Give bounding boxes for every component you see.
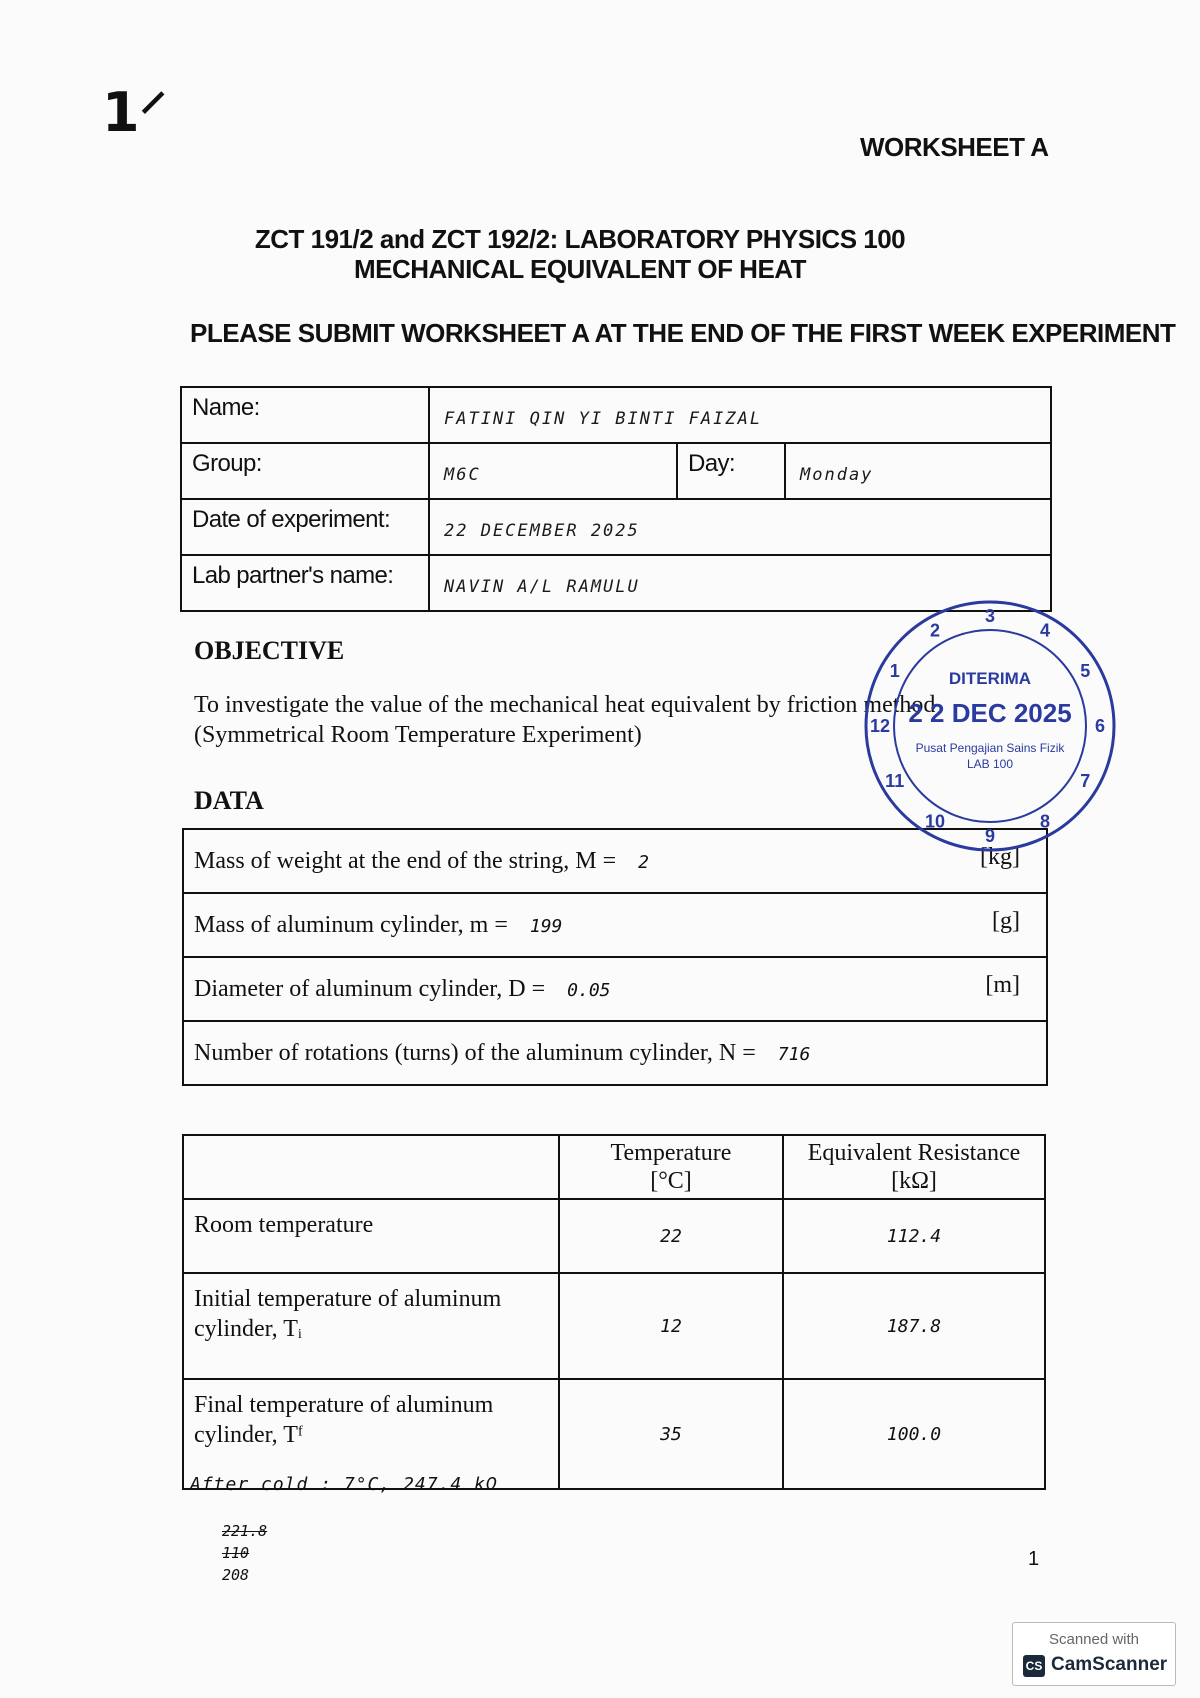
row-label — [183, 1273, 559, 1379]
camscanner-brand: CamScanner — [1051, 1654, 1168, 1675]
objective-line-1: To investigate the value of the mechanical heat equivalent by friction method — [194, 692, 936, 718]
group-value: M6C — [429, 443, 677, 499]
date-row — [181, 499, 1051, 555]
measurement-unit: [g] — [992, 908, 1020, 934]
row-label-line: cylinder, Tᵢ — [194, 1316, 302, 1342]
stamp-month-number: 8 — [1039, 811, 1051, 832]
temperature-value: 12 — [559, 1273, 783, 1379]
measurement-label: Mass of weight at the end of the string, M = — [194, 847, 617, 874]
stamp-month-number: 11 — [885, 771, 905, 791]
header-empty-cell — [183, 1135, 559, 1199]
stamp-month-number: 4 — [1039, 620, 1051, 641]
measurement-row — [183, 893, 1047, 957]
name-row — [181, 387, 1051, 443]
experiment-title: MECHANICAL EQUIVALENT OF HEAT — [353, 254, 807, 284]
stamp-month-number: 12 — [869, 716, 891, 736]
submission-note: PLEASE SUBMIT WORKSHEET A AT THE END OF THE FIRST WEEK EXPERIMENT — [190, 318, 1176, 348]
row-label-line: Final temperature of aluminum — [194, 1392, 494, 1418]
stamp-lab: LAB 100 — [966, 757, 1014, 771]
day-label: Day: — [677, 443, 785, 499]
camscanner-caption: Scanned with — [1048, 1631, 1140, 1648]
temperature-value: 35 — [559, 1379, 783, 1489]
stamp-month-number: 10 — [924, 811, 946, 832]
corner-handwritten-mark: 1⸍ — [102, 81, 167, 144]
measurement-unit: [m] — [985, 972, 1020, 998]
measurement-row — [183, 1021, 1047, 1085]
measurement-label: Diameter of aluminum cylinder, D = — [194, 975, 546, 1002]
header-resistance — [783, 1135, 1045, 1199]
partner-value: NAVIN A/L RAMULU — [429, 555, 1051, 611]
student-info-table — [180, 386, 1052, 612]
camscanner-logo-icon: CS — [1023, 1655, 1045, 1677]
table-row — [183, 1273, 1045, 1379]
scribble-note: 208 — [222, 1566, 250, 1584]
header-resistance-unit: [kΩ] — [891, 1168, 937, 1194]
temperature-table — [182, 1134, 1046, 1490]
row-label — [183, 1199, 559, 1273]
date-label: Date of experiment: — [181, 499, 429, 555]
resistance-value: 100.0 — [783, 1379, 1045, 1489]
stamp-month-number: 7 — [1080, 771, 1091, 791]
group-row — [181, 443, 1051, 499]
objective-text — [194, 690, 935, 750]
page-number: 1 — [1028, 1548, 1040, 1570]
stamp-month-number: 1 — [889, 661, 900, 681]
resistance-value: 187.8 — [783, 1273, 1045, 1379]
measurement-value: 2 — [638, 851, 649, 873]
header-resistance-title: Equivalent Resistance — [807, 1140, 1021, 1166]
day-value: Monday — [785, 443, 1051, 499]
stamp-date: 2 2 DEC 2025 — [908, 698, 1072, 728]
stamp-month-number: 6 — [1094, 716, 1106, 736]
measurements-table — [182, 828, 1048, 1086]
measurement-row — [183, 957, 1047, 1021]
header-temperature-title: Temperature — [610, 1140, 732, 1166]
stamp-month-number: 5 — [1080, 661, 1091, 681]
stamp-institution: Pusat Pengajian Sains Fizik — [915, 741, 1065, 755]
row-label-line: cylinder, Tᶠ — [194, 1422, 303, 1448]
table-row — [183, 1379, 1045, 1489]
received-stamp — [860, 596, 1120, 856]
temperature-table-header — [183, 1135, 1045, 1199]
date-value: 22 DECEMBER 2025 — [429, 499, 1051, 555]
camscanner-watermark — [1012, 1622, 1176, 1686]
temperature-value: 22 — [559, 1199, 783, 1273]
after-cold-note: After cold : 7°C, 247.4 kΩ — [190, 1474, 498, 1495]
objective-heading: OBJECTIVE — [194, 636, 345, 665]
name-value: FATINI QIN YI BINTI FAIZAL — [429, 387, 1051, 443]
stamp-month-number: 2 — [929, 620, 941, 641]
header-temperature — [559, 1135, 783, 1199]
data-heading: DATA — [194, 786, 264, 815]
measurement-value: 199 — [529, 915, 563, 937]
scribble-note: 110 — [222, 1544, 250, 1562]
partner-label: Lab partner's name: — [181, 555, 429, 611]
worksheet-label: WORKSHEET A — [860, 132, 1049, 162]
measurement-unit: [kg] — [980, 844, 1020, 870]
measurement-label: Number of rotations (turns) of the aluminum cylinder, N = — [194, 1039, 756, 1066]
row-label-line: Room temperature — [194, 1212, 374, 1238]
name-label: Name: — [181, 387, 429, 443]
row-label — [183, 1379, 559, 1489]
stamp-month-number: 9 — [984, 826, 996, 846]
measurement-value: 0.05 — [567, 979, 611, 1001]
scribble-note: 221.8 — [222, 1522, 268, 1540]
row-label-line: Initial temperature of aluminum — [194, 1286, 502, 1312]
measurement-label: Mass of aluminum cylinder, m = — [194, 911, 508, 938]
header-temperature-unit: [°C] — [650, 1168, 692, 1194]
stamp-month-number: 3 — [984, 606, 996, 626]
measurement-value: 716 — [777, 1043, 811, 1065]
table-row — [183, 1199, 1045, 1273]
course-title: ZCT 191/2 and ZCT 192/2: LABORATORY PHYSICS 100 — [254, 224, 906, 254]
resistance-value: 112.4 — [783, 1199, 1045, 1273]
objective-line-2: (Symmetrical Room Temperature Experiment) — [194, 722, 642, 748]
stamp-top-word: DITERIMA — [948, 669, 1032, 688]
group-label: Group: — [181, 443, 429, 499]
